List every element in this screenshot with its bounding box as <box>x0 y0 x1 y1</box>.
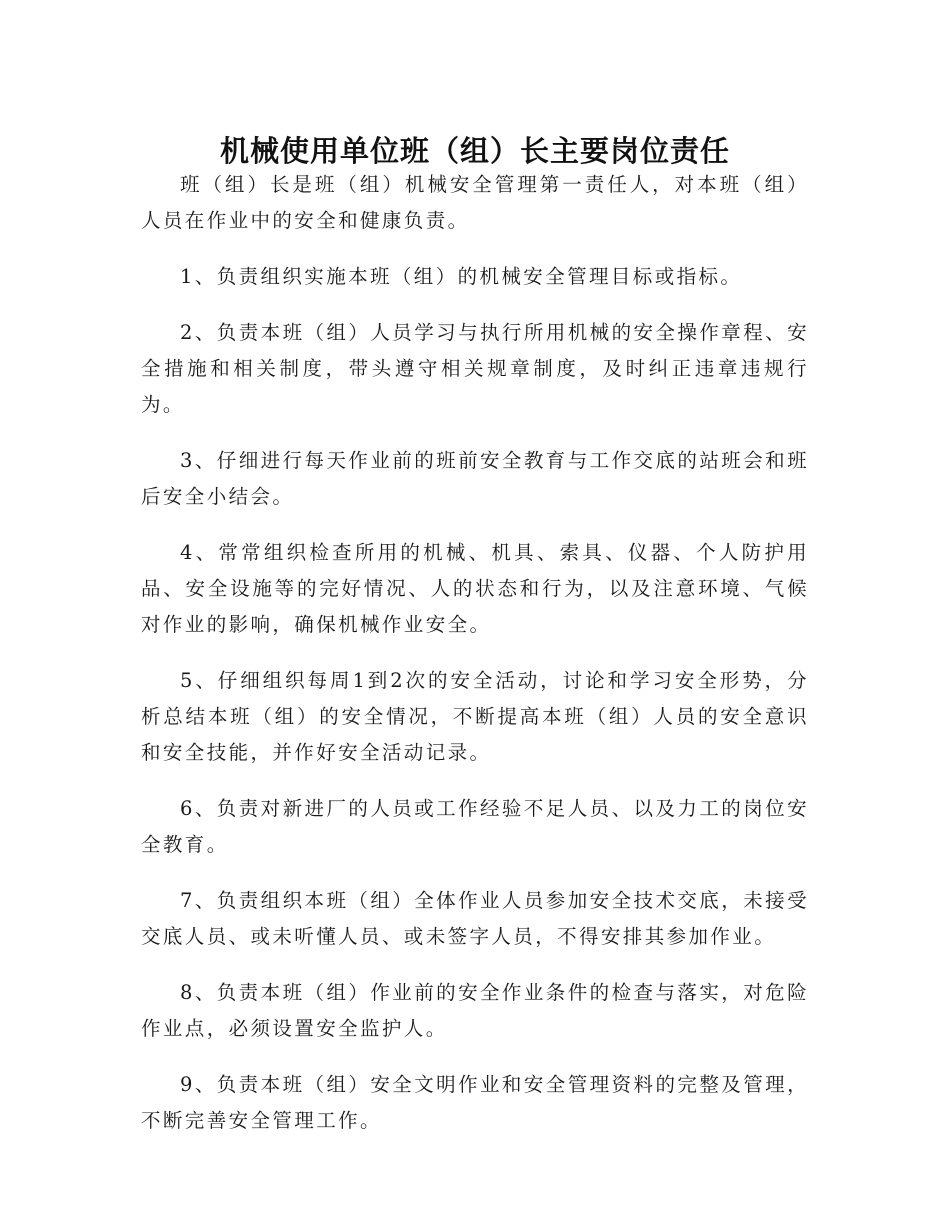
duty-item-4: 4、常常组织检查所用的机械、机具、索具、仪器、个人防护用品、安全设施等的完好情况、人的状态和行为，以及注意环境、气候对作业的影响，确保机械作业安全。 <box>141 541 809 636</box>
document-title: 机械使用单位班（组）长主要岗位责任 <box>219 134 730 169</box>
document-body <box>141 167 809 1159</box>
duty-item-2: 2、负责本班（组）人员学习与执行所用机械的安全操作章程、安全措施和相关制度，带头遵守相关规章制度，及时纠正违章违规行为。 <box>141 321 809 416</box>
duty-item-8: 8、负责本班（组）作业前的安全作业条件的检查与落实，对危险作业点，必须设置安全监护人。 <box>141 981 809 1040</box>
duty-item-6: 6、负责对新进厂的人员或工作经验不足人员、以及力工的岗位安全教育。 <box>141 797 809 856</box>
duty-item-9: 9、负责本班（组）安全文明作业和安全管理资料的完整及管理，不断完善安全管理工作。 <box>141 1073 809 1132</box>
duty-item-1: 1、负责组织实施本班（组）的机械安全管理目标或指标。 <box>180 265 743 288</box>
intro-paragraph: 班（组）长是班（组）机械安全管理第一责任人，对本班（组）人员在作业中的安全和健康负责。 <box>141 173 809 232</box>
duty-item-3: 3、仔细进行每天作业前的班前安全教育与工作交底的站班会和班后安全小结会。 <box>141 449 809 508</box>
duty-item-7: 7、负责组织本班（组）全体作业人员参加安全技术交底，未接受交底人员、或未听懂人员、或未签字人员，不得安排其参加作业。 <box>141 889 809 948</box>
duty-item-5: 5、仔细组织每周1到2次的安全活动，讨论和学习安全形势，分析总结本班（组）的安全情况，不断提高本班（组）人员的安全意识和安全技能，并作好安全活动记录。 <box>141 669 809 764</box>
